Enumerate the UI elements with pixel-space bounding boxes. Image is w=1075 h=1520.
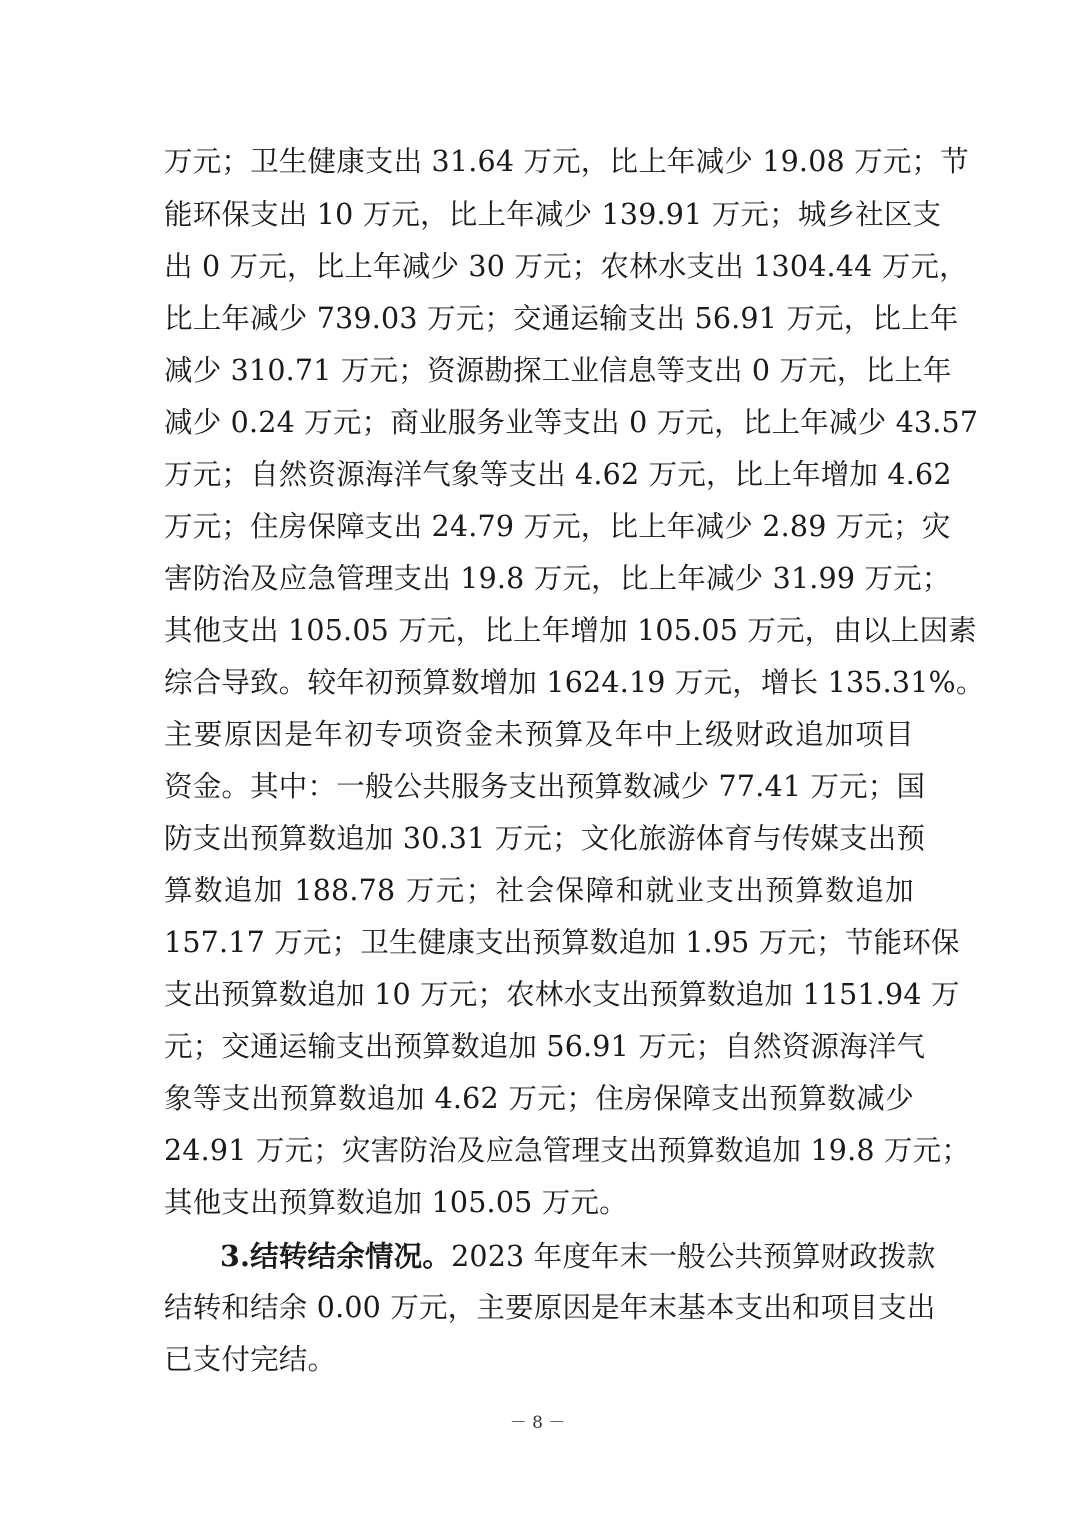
body-text-line: 象等支出预算数追加 4.62 万元；住房保障支出预算数减少 [164, 1082, 914, 1115]
page-number: － 8 － [509, 1413, 566, 1433]
body-text-line: 算数追加 188.78 万元；社会保障和就业支出预算数追加 [164, 874, 914, 907]
body-text-line: 结转和结余 0.00 万元，主要原因是年末基本支出和项目支出 [164, 1291, 936, 1324]
body-text-line: 已支付完结。 [164, 1343, 337, 1376]
body-text-line: 157.17 万元；卫生健康支出预算数追加 1.95 万元；节能环保 [164, 926, 960, 959]
section-heading: 3.结转结余情况。 [220, 1239, 452, 1273]
body-text-line: 支出预算数追加 10 万元；农林水支出预算数追加 1151.94 万 [164, 978, 960, 1011]
body-text-line: 综合导致。较年初预算数增加 1624.19 万元，增长 135.31%。 [164, 666, 985, 699]
body-text-line: 防支出预算数追加 30.31 万元；文化旅游体育与传媒支出预 [164, 822, 926, 855]
body-text-line: 减少 0.24 万元；商业服务业等支出 0 万元，比上年减少 43.57 [164, 406, 979, 439]
section-paragraph-first-line [220, 1236, 936, 1277]
body-text-line: 比上年减少 739.03 万元；交通运输支出 56.91 万元，比上年 [164, 302, 959, 335]
body-text-line: 能环保支出 10 万元，比上年减少 139.91 万元；城乡社区支 [164, 198, 942, 231]
body-text-line: 万元；自然资源海洋气象等支出 4.62 万元，比上年增加 4.62 [164, 458, 952, 491]
body-text-line: 其他支出 105.05 万元，比上年增加 105.05 万元，由以上因素 [164, 614, 977, 647]
body-text-line: 元；交通运输支出预算数追加 56.91 万元；自然资源海洋气 [164, 1030, 926, 1063]
body-text-line: 万元；卫生健康支出 31.64 万元，比上年减少 19.08 万元；节 [164, 145, 969, 178]
body-text-line: 其他支出预算数追加 105.05 万元。 [164, 1186, 628, 1219]
body-text-line: 24.91 万元；灾害防治及应急管理支出预算数追加 19.8 万元； [164, 1134, 971, 1167]
body-text-line: 害防治及应急管理支出 19.8 万元，比上年减少 31.99 万元； [164, 562, 951, 595]
body-text-line: 万元；住房保障支出 24.79 万元，比上年减少 2.89 万元；灾 [164, 510, 951, 543]
section-text: 2023 年度年末一般公共预算财政拨款 [451, 1240, 936, 1273]
body-text-line: 主要原因是年初专项资金未预算及年中上级财政追加项目 [164, 718, 914, 751]
body-text-line: 资金。其中：一般公共服务支出预算数减少 77.41 万元；国 [164, 770, 926, 803]
body-text-line: 减少 310.71 万元；资源勘探工业信息等支出 0 万元，比上年 [164, 354, 952, 387]
body-text-line: 出 0 万元，比上年减少 30 万元；农林水支出 1304.44 万元， [164, 250, 968, 283]
